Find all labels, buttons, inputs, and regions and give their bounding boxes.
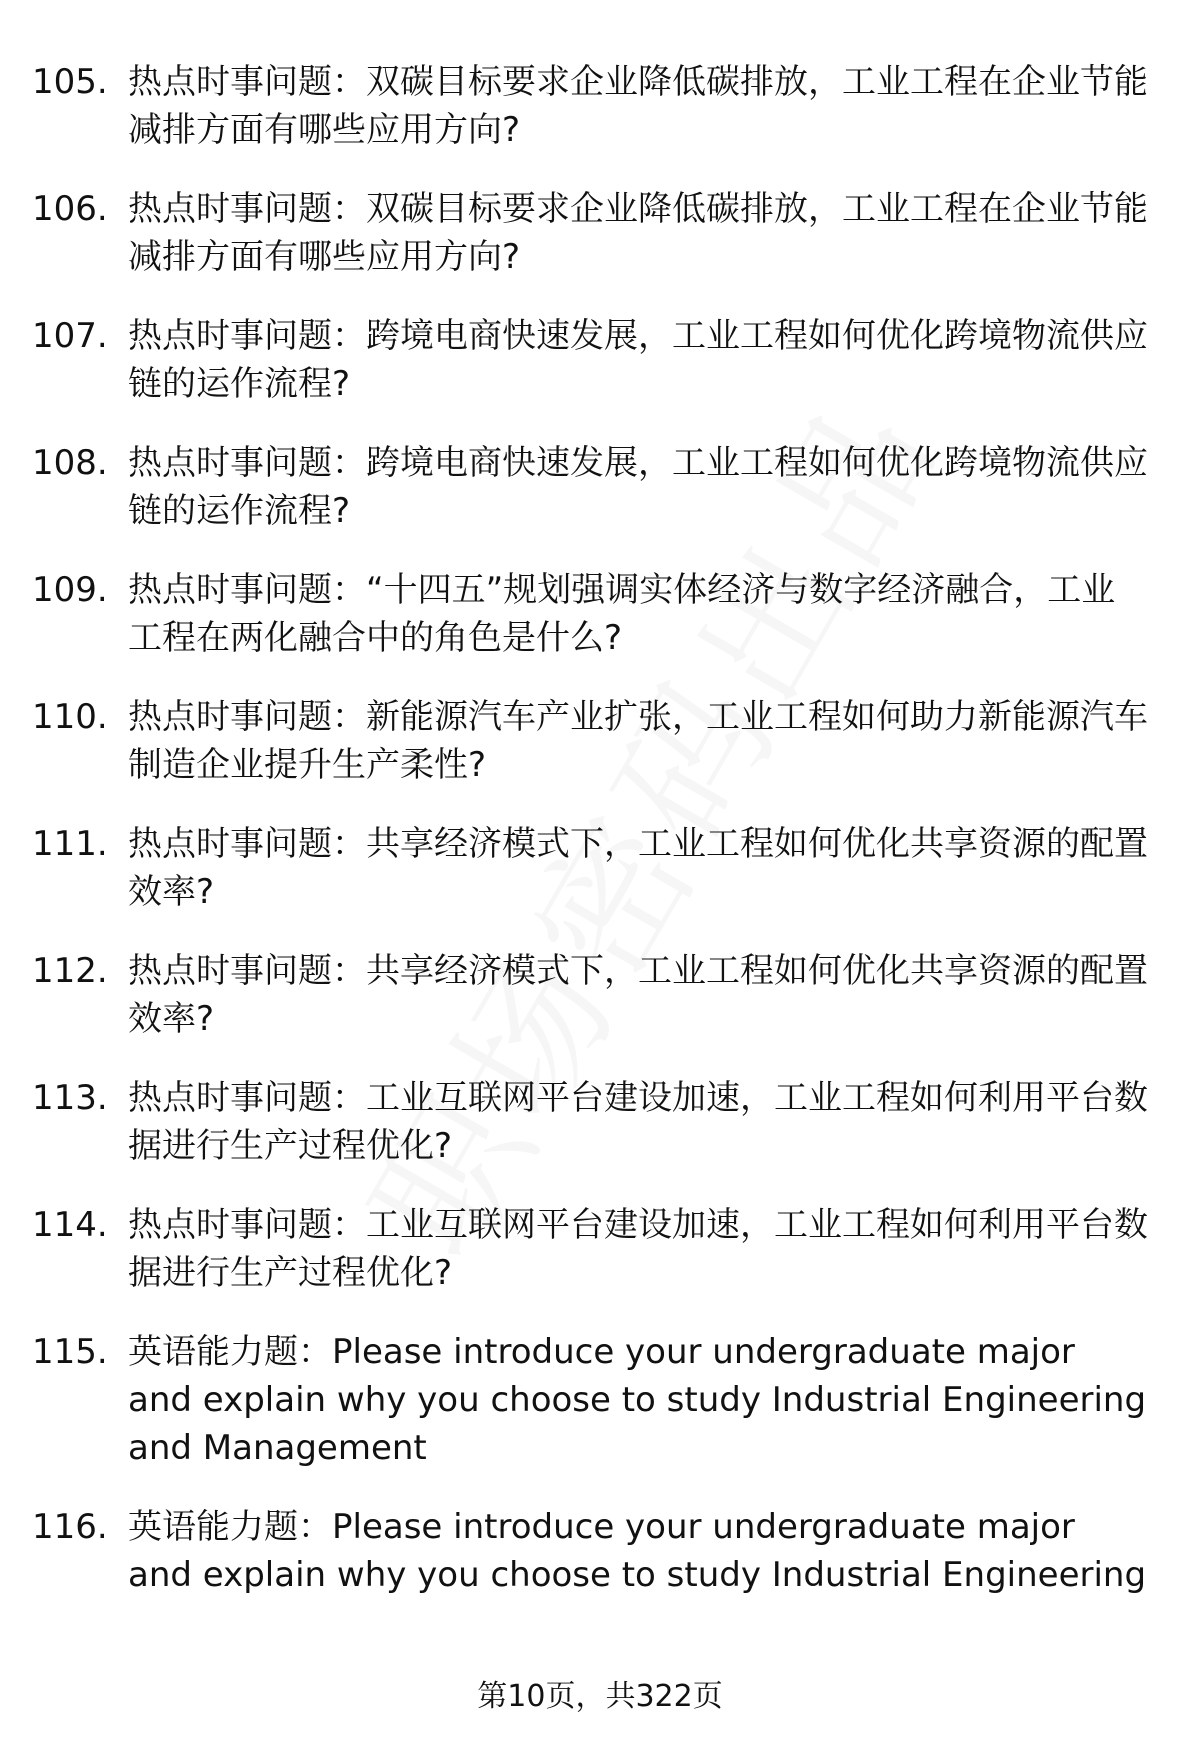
item-text: 英语能力题：Please introduce your undergraduate major and explain why you choose to study Industrial Engineering <box>128 1507 1147 1595</box>
item-number: 107. <box>32 316 108 356</box>
item-number: 115. <box>32 1332 108 1372</box>
list-item <box>0 1074 1200 1170</box>
item-text: 热点时事问题：工业互联网平台建设加速，工业工程如何利用平台数据进行生产过程优化? <box>128 1078 1148 1166</box>
item-number: 109. <box>32 570 108 610</box>
question-list <box>0 58 1200 1630</box>
list-item <box>0 566 1200 662</box>
item-text: 英语能力题：Please introduce your undergraduate major and explain why you choose to study Industrial Engineering and Management <box>128 1332 1147 1468</box>
page-footer: 第10页，共322页 <box>477 1679 723 1714</box>
list-item <box>0 58 1200 154</box>
list-item <box>0 185 1200 281</box>
item-number: 112. <box>32 951 108 991</box>
list-item <box>0 693 1200 789</box>
list-item <box>0 1201 1200 1297</box>
item-number: 106. <box>32 189 108 229</box>
list-item <box>0 1503 1200 1599</box>
item-number: 113. <box>32 1078 108 1118</box>
item-text: 热点时事问题：跨境电商快速发展，工业工程如何优化跨境物流供应链的运作流程? <box>128 316 1148 404</box>
item-text: 热点时事问题：跨境电商快速发展，工业工程如何优化跨境物流供应链的运作流程? <box>128 443 1148 531</box>
item-number: 111. <box>32 824 108 864</box>
item-text: 热点时事问题：双碳目标要求企业降低碳排放，工业工程在企业节能减排方面有哪些应用方向? <box>128 189 1148 277</box>
item-number: 108. <box>32 443 108 483</box>
item-text: 热点时事问题：共享经济模式下，工业工程如何优化共享资源的配置效率? <box>128 951 1148 1039</box>
item-text: 热点时事问题：“十四五”规划强调实体经济与数字经济融合，工业工程在两化融合中的角色是什么? <box>128 570 1116 658</box>
item-text: 热点时事问题：新能源汽车产业扩张，工业工程如何助力新能源汽车制造企业提升生产柔性? <box>128 697 1148 785</box>
item-number: 110. <box>32 697 108 737</box>
list-item <box>0 312 1200 408</box>
list-item <box>0 1328 1200 1472</box>
item-number: 105. <box>32 62 108 102</box>
list-item <box>0 439 1200 535</box>
item-text: 热点时事问题：工业互联网平台建设加速，工业工程如何利用平台数据进行生产过程优化? <box>128 1205 1148 1293</box>
list-item <box>0 947 1200 1043</box>
list-item <box>0 820 1200 916</box>
item-number: 116. <box>32 1507 108 1547</box>
item-text: 热点时事问题：双碳目标要求企业降低碳排放，工业工程在企业节能减排方面有哪些应用方向? <box>128 62 1148 150</box>
item-number: 114. <box>32 1205 108 1245</box>
item-text: 热点时事问题：共享经济模式下，工业工程如何优化共享资源的配置效率? <box>128 824 1148 912</box>
